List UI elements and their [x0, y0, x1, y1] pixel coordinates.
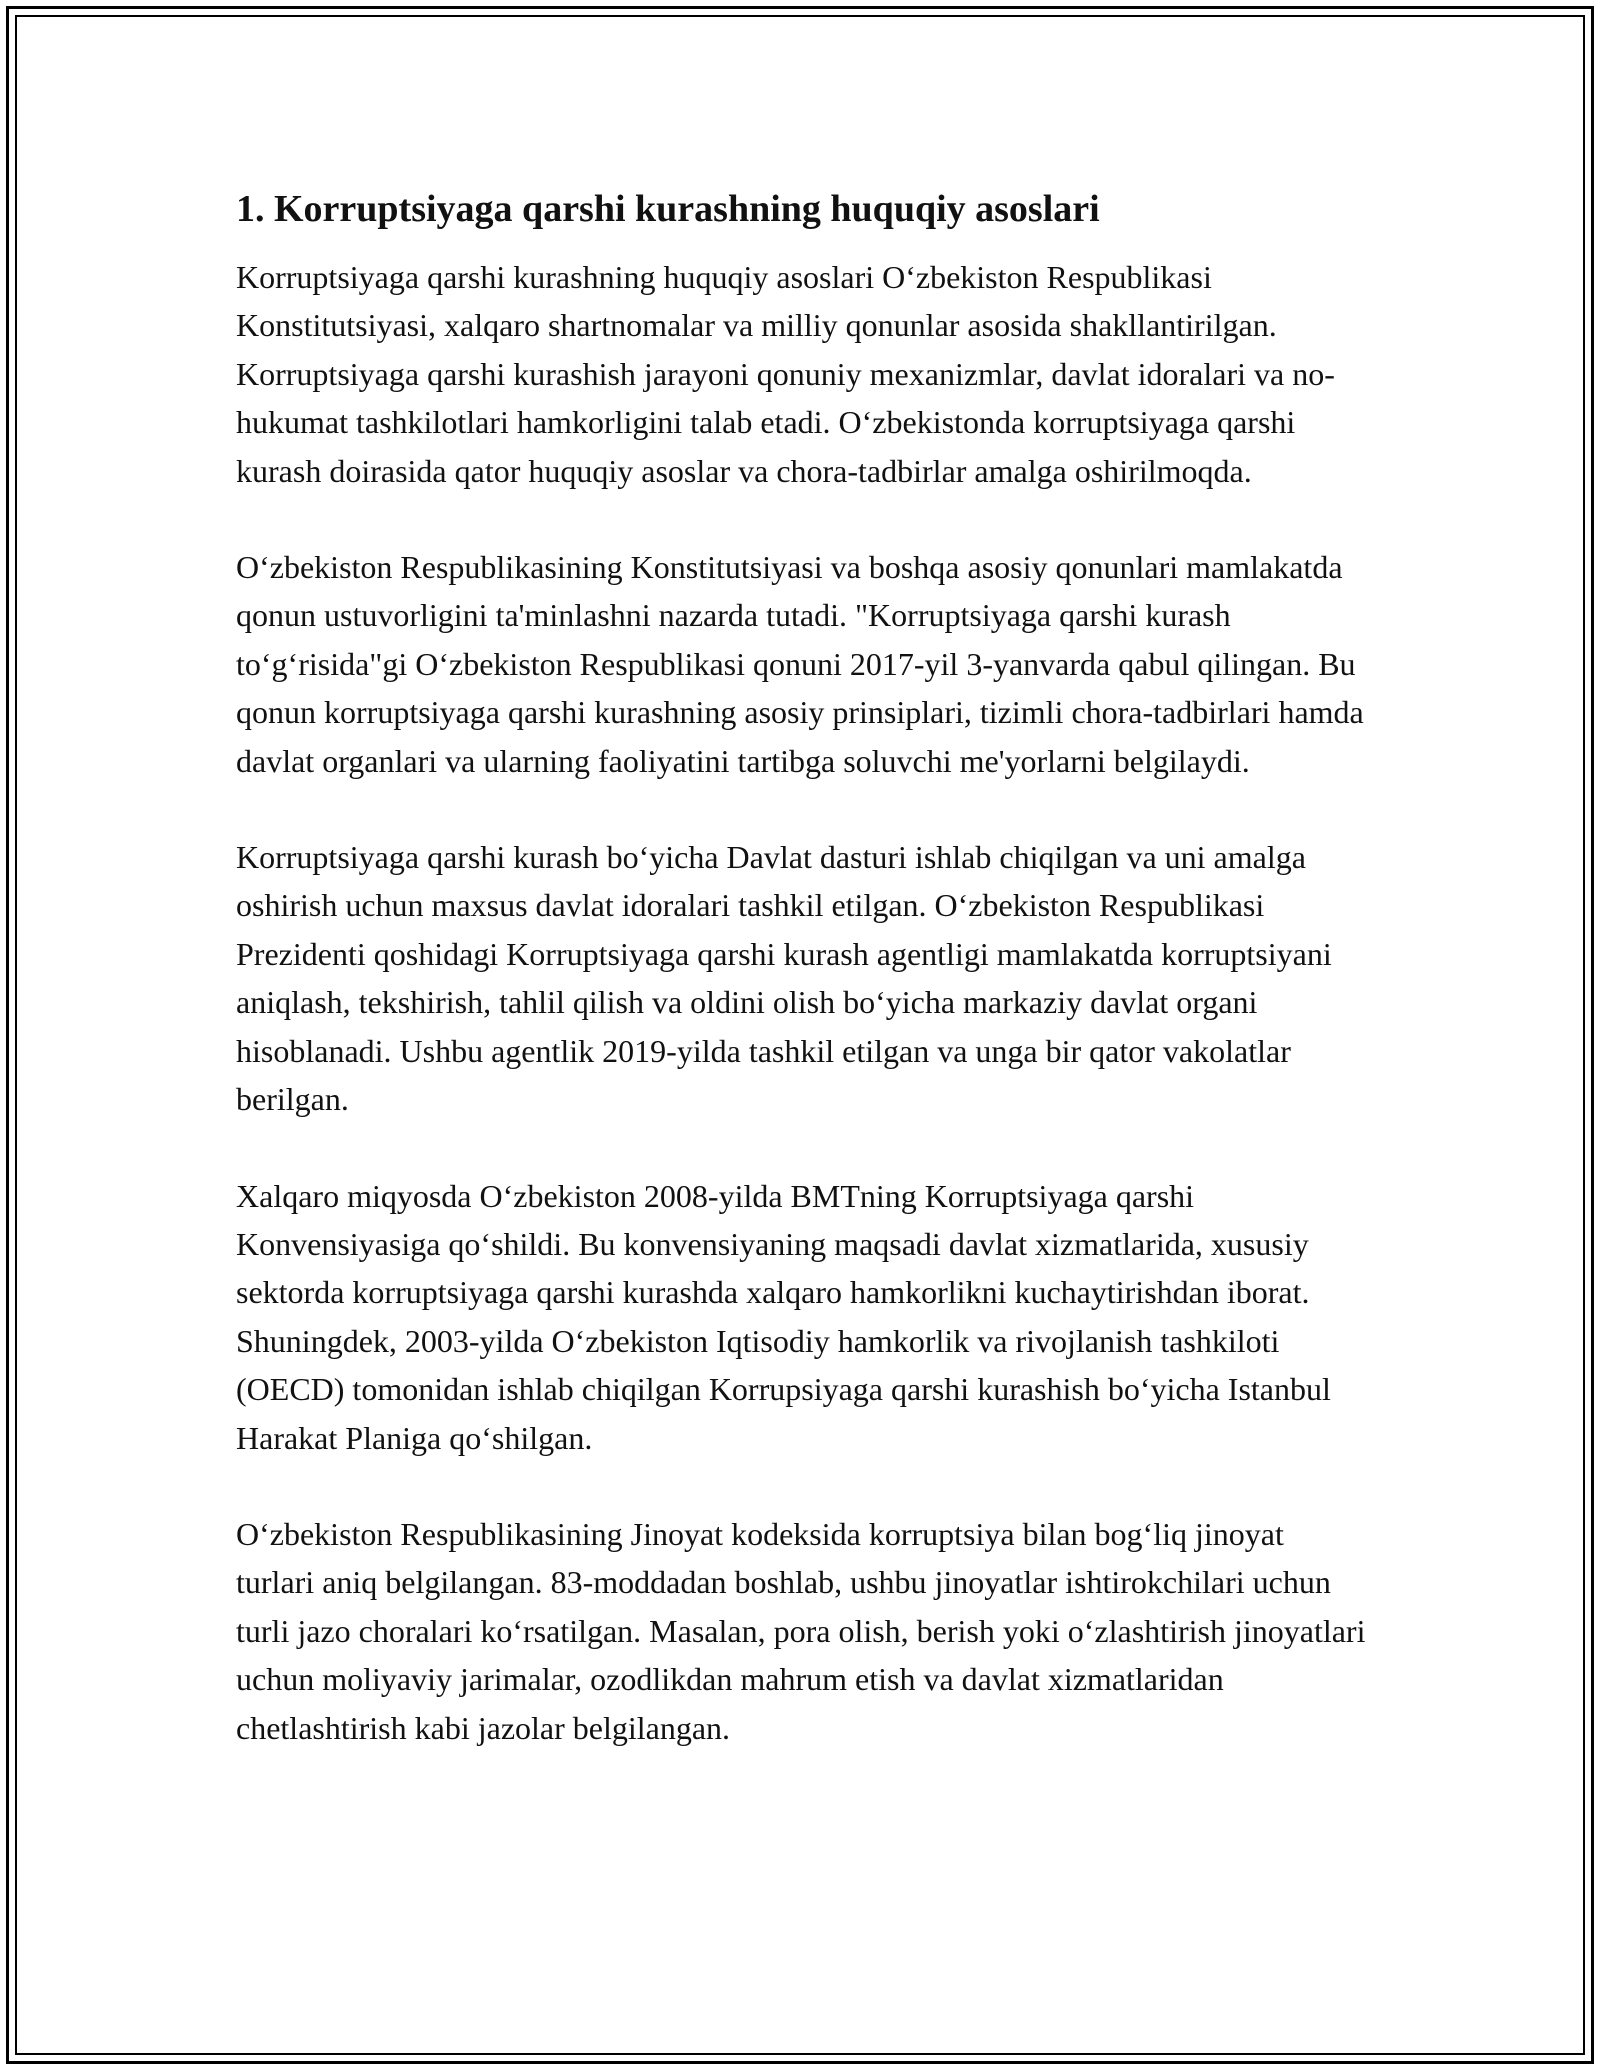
section-heading: 1. Korruptsiyaga qarshi kurashning huquqiy asoslari [236, 188, 1100, 230]
paragraph-1: Korruptsiyaga qarshi kurashning huquqiy asoslari O‘zbekiston Respublikasi Konstitutsiyasi, xalqaro shartnomalar va milliy qonunlar asosida shakllantirilgan. Korruptsiyaga qarshi kurashish jarayoni qonuniy mexanizmlar, davlat idoralari va no-hukumat tashkilotlari hamkorligini talab etadi. O‘zbekistonda korruptsiyaga qarshi kurash doirasida qator huquqiy asoslar va chora-tadbirlar amalga oshirilmoqda. [236, 259, 1335, 489]
document-body [236, 185, 1366, 1752]
paragraph-2: O‘zbekiston Respublikasining Konstitutsiyasi va boshqa asosiy qonunlari mamlakatda qonun ustuvorligini ta'minlashni nazarda tutadi. "Korruptsiyaga qarshi kurash to‘g‘risida"gi O‘zbekiston Respublikasi qonuni 2017-yil 3-yanvarda qabul qilingan. Bu qonun korruptsiyaga qarshi kurashning asosiy prinsiplari, tizimli chora-tadbirlari hamda davlat organlari va ularning faoliyatini tartibga soluvchi me'yorlarni belgilaydi. [236, 549, 1364, 779]
paragraph-4: Xalqaro miqyosda O‘zbekiston 2008-yilda BMTning Korruptsiyaga qarshi Konvensiyasiga qo‘shildi. Bu konvensiyaning maqsadi davlat xizmatlarida, xususiy sektorda korruptsiyaga qarshi kurashda xalqaro hamkorlikni kuchaytirishdan iborat. Shuningdek, 2003-yilda O‘zbekiston Iqtisodiy hamkorlik va rivojlanish tashkiloti (OECD) tomonidan ishlab chiqilgan Korrupsiyaga qarshi kurashish bo‘yicha Istanbul Harakat Planiga qo‘shilgan. [236, 1177, 1331, 1456]
paragraph-3: Korruptsiyaga qarshi kurash bo‘yicha Davlat dasturi ishlab chiqilgan va uni amalga oshirish uchun maxsus davlat idoralari tashkil etilgan. O‘zbekiston Respublikasi Prezidenti qoshidagi Korruptsiyaga qarshi kurash agentligi mamlakatda korruptsiyani aniqlash, tekshirish, tahlil qilish va oldini olish bo‘yicha markaziy davlat organi hisoblanadi. Ushbu agentlik 2019-yilda tashkil etilgan va unga bir qator vakolatlar berilgan. [236, 839, 1332, 1118]
paragraph-5: O‘zbekiston Respublikasining Jinoyat kodeksida korruptsiya bilan bog‘liq jinoyat turlari aniq belgilangan. 83-moddadan boshlab, ushbu jinoyatlar ishtirokchilari uchun turli jazo choralari ko‘rsatilgan. Masalan, pora olish, berish yoki o‘zlashtirish jinoyatlari uchun moliyaviy jarimalar, ozodlikdan mahrum etish va davlat xizmatlaridan chetlashtirish kabi jazolar belgilangan. [236, 1515, 1366, 1746]
